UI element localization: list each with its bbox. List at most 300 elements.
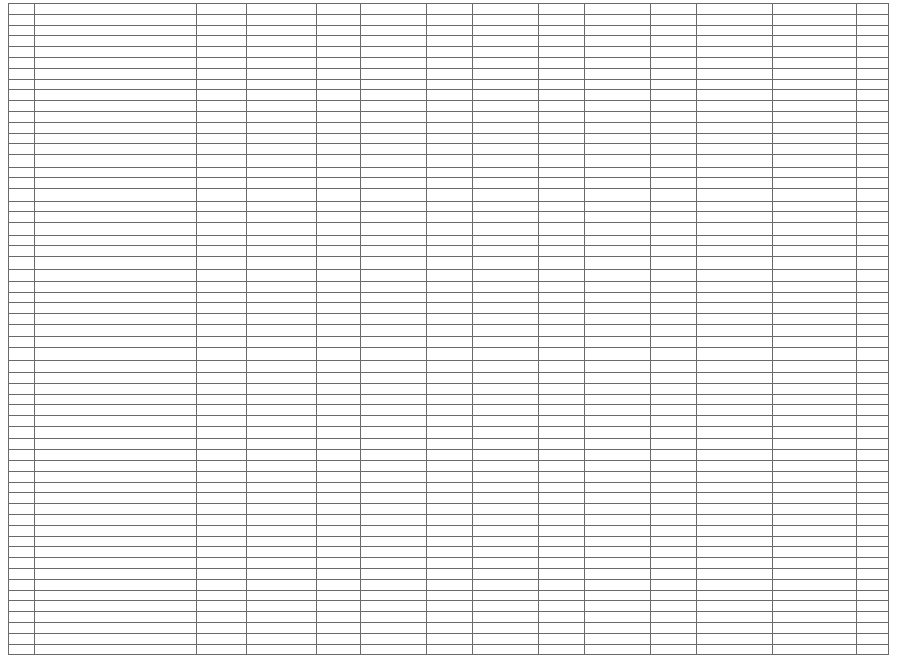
table-cell: [197, 337, 247, 348]
table-cell: [857, 360, 889, 372]
table-cell: [317, 144, 361, 155]
table-cell: [539, 79, 585, 90]
table-cell: [247, 515, 317, 526]
table-cell: [427, 601, 473, 612]
table-cell: [317, 568, 361, 579]
table-cell: [427, 590, 473, 601]
table-cell: [651, 269, 697, 281]
table-cell: [473, 394, 539, 405]
table-cell: [773, 525, 857, 536]
table-cell: [539, 101, 585, 112]
table-cell: [539, 383, 585, 394]
table-row: [9, 450, 889, 461]
table-row: [9, 427, 889, 439]
table-cell: [857, 590, 889, 601]
table-cell: [247, 504, 317, 515]
table-cell: [651, 439, 697, 450]
table-cell: [35, 325, 197, 337]
table-cell: [9, 525, 35, 536]
table-cell: [473, 568, 539, 579]
table-cell: [35, 212, 197, 223]
table-cell: [651, 235, 697, 246]
table-cell: [35, 439, 197, 450]
table-cell: [317, 281, 361, 292]
table-cell: [197, 525, 247, 536]
table-cell: [361, 525, 427, 536]
table-cell: [317, 212, 361, 223]
table-cell: [773, 246, 857, 257]
table-cell: [651, 633, 697, 644]
table-cell: [197, 303, 247, 314]
table-cell: [35, 36, 197, 47]
table-cell: [361, 201, 427, 212]
table-cell: [773, 644, 857, 655]
table-cell: [361, 612, 427, 623]
table-cell: [473, 144, 539, 155]
table-cell: [35, 373, 197, 384]
table-cell: [539, 68, 585, 79]
table-cell: [247, 525, 317, 536]
table-cell: [539, 314, 585, 325]
table-cell: [317, 525, 361, 536]
table-cell: [857, 201, 889, 212]
table-cell: [697, 394, 773, 405]
table-cell: [427, 36, 473, 47]
table-cell: [361, 155, 427, 167]
table-cell: [651, 133, 697, 144]
table-cell: [35, 189, 197, 201]
table-row: [9, 167, 889, 178]
table-cell: [197, 144, 247, 155]
table-cell: [427, 155, 473, 167]
table-cell: [651, 281, 697, 292]
table-cell: [35, 25, 197, 36]
table-cell: [857, 212, 889, 223]
table-cell: [427, 269, 473, 281]
table-cell: [651, 25, 697, 36]
table-cell: [317, 461, 361, 472]
table-cell: [585, 337, 651, 348]
table-cell: [427, 314, 473, 325]
table-cell: [585, 394, 651, 405]
table-cell: [427, 622, 473, 633]
table-row: [9, 68, 889, 79]
table-cell: [197, 482, 247, 493]
table-cell: [247, 337, 317, 348]
table-cell: [697, 471, 773, 482]
table-cell: [247, 155, 317, 167]
table-cell: [857, 57, 889, 68]
table-cell: [247, 383, 317, 394]
table-cell: [539, 235, 585, 246]
table-cell: [427, 644, 473, 655]
table-cell: [473, 493, 539, 504]
table-cell: [651, 416, 697, 427]
table-cell: [539, 461, 585, 472]
table-cell: [247, 314, 317, 325]
table-cell: [697, 373, 773, 384]
table-cell: [247, 325, 317, 337]
table-cell: [539, 439, 585, 450]
table-cell: [247, 47, 317, 58]
table-cell: [473, 212, 539, 223]
table-cell: [35, 303, 197, 314]
table-cell: [317, 269, 361, 281]
table-cell: [473, 314, 539, 325]
table-cell: [361, 471, 427, 482]
table-row: [9, 47, 889, 58]
table-cell: [773, 133, 857, 144]
table-cell: [361, 167, 427, 178]
table-cell: [247, 493, 317, 504]
table-cell: [35, 4, 197, 15]
table-cell: [857, 122, 889, 133]
table-cell: [361, 579, 427, 590]
table-cell: [857, 482, 889, 493]
table-row: [9, 579, 889, 590]
table-cell: [197, 167, 247, 178]
table-cell: [651, 90, 697, 101]
table-cell: [35, 461, 197, 472]
table-cell: [197, 201, 247, 212]
table-cell: [773, 257, 857, 269]
table-cell: [773, 235, 857, 246]
table-cell: [361, 405, 427, 416]
table-cell: [857, 36, 889, 47]
table-cell: [585, 57, 651, 68]
table-cell: [651, 36, 697, 47]
table-cell: [857, 536, 889, 547]
table-cell: [197, 292, 247, 303]
table-cell: [585, 633, 651, 644]
table-cell: [697, 133, 773, 144]
table-cell: [651, 122, 697, 133]
table-cell: [651, 590, 697, 601]
table-row: [9, 4, 889, 15]
table-cell: [197, 47, 247, 58]
table-cell: [473, 348, 539, 360]
table-cell: [585, 536, 651, 547]
table-cell: [427, 4, 473, 15]
table-cell: [197, 111, 247, 122]
table-cell: [697, 57, 773, 68]
table-cell: [773, 471, 857, 482]
table-cell: [427, 47, 473, 58]
table-cell: [857, 178, 889, 189]
table-cell: [857, 558, 889, 569]
table-cell: [317, 348, 361, 360]
table-cell: [247, 450, 317, 461]
table-cell: [773, 439, 857, 450]
table-cell: [697, 515, 773, 526]
table-cell: [427, 427, 473, 439]
table-cell: [773, 373, 857, 384]
table-cell: [197, 155, 247, 167]
table-cell: [585, 4, 651, 15]
table-cell: [361, 68, 427, 79]
table-cell: [317, 178, 361, 189]
table-cell: [317, 427, 361, 439]
table-cell: [857, 348, 889, 360]
table-cell: [773, 189, 857, 201]
table-cell: [247, 482, 317, 493]
table-cell: [697, 269, 773, 281]
table-row: [9, 416, 889, 427]
table-cell: [857, 325, 889, 337]
table-cell: [317, 189, 361, 201]
table-row: [9, 122, 889, 133]
table-cell: [317, 90, 361, 101]
table-cell: [473, 223, 539, 235]
table-cell: [197, 515, 247, 526]
table-cell: [539, 269, 585, 281]
table-cell: [247, 122, 317, 133]
table-cell: [585, 246, 651, 257]
table-cell: [773, 57, 857, 68]
table-row: [9, 590, 889, 601]
table-cell: [539, 525, 585, 536]
table-cell: [361, 450, 427, 461]
table-cell: [697, 303, 773, 314]
table-cell: [857, 257, 889, 269]
table-cell: [361, 633, 427, 644]
table-cell: [473, 178, 539, 189]
table-cell: [473, 133, 539, 144]
table-cell: [9, 223, 35, 235]
table-cell: [427, 612, 473, 623]
table-cell: [651, 579, 697, 590]
table-cell: [651, 47, 697, 58]
table-row: [9, 547, 889, 558]
table-cell: [773, 178, 857, 189]
table-cell: [9, 622, 35, 633]
table-cell: [773, 547, 857, 558]
table-cell: [361, 144, 427, 155]
table-row: [9, 133, 889, 144]
table-cell: [473, 303, 539, 314]
table-cell: [773, 450, 857, 461]
table-cell: [197, 439, 247, 450]
table-cell: [857, 601, 889, 612]
table-cell: [857, 25, 889, 36]
table-cell: [427, 515, 473, 526]
table-cell: [317, 558, 361, 569]
table-cell: [9, 471, 35, 482]
table-cell: [317, 439, 361, 450]
table-cell: [539, 4, 585, 15]
table-cell: [361, 590, 427, 601]
table-cell: [427, 383, 473, 394]
table-cell: [773, 633, 857, 644]
table-cell: [361, 394, 427, 405]
table-cell: [9, 257, 35, 269]
table-cell: [197, 212, 247, 223]
table-cell: [773, 68, 857, 79]
table-cell: [857, 303, 889, 314]
table-cell: [773, 79, 857, 90]
table-cell: [539, 590, 585, 601]
table-cell: [9, 493, 35, 504]
table-cell: [473, 405, 539, 416]
table-cell: [361, 101, 427, 112]
table-cell: [427, 482, 473, 493]
table-cell: [585, 223, 651, 235]
table-cell: [539, 246, 585, 257]
table-cell: [473, 525, 539, 536]
table-cell: [539, 292, 585, 303]
table-row: [9, 461, 889, 472]
table-cell: [9, 155, 35, 167]
table-cell: [317, 79, 361, 90]
table-cell: [539, 348, 585, 360]
table-cell: [773, 47, 857, 58]
table-cell: [197, 536, 247, 547]
table-cell: [9, 504, 35, 515]
table-cell: [317, 360, 361, 372]
table-cell: [197, 235, 247, 246]
table-cell: [539, 178, 585, 189]
table-cell: [773, 504, 857, 515]
table-cell: [35, 622, 197, 633]
table-cell: [473, 14, 539, 25]
table-cell: [697, 504, 773, 515]
table-cell: [427, 57, 473, 68]
table-cell: [317, 633, 361, 644]
table-cell: [197, 101, 247, 112]
table-cell: [585, 101, 651, 112]
table-cell: [427, 416, 473, 427]
table-cell: [35, 471, 197, 482]
table-cell: [473, 337, 539, 348]
table-cell: [539, 144, 585, 155]
table-cell: [473, 79, 539, 90]
table-cell: [585, 568, 651, 579]
table-cell: [697, 558, 773, 569]
table-cell: [197, 269, 247, 281]
table-cell: [361, 547, 427, 558]
table-cell: [857, 515, 889, 526]
table-row: [9, 633, 889, 644]
table-cell: [317, 4, 361, 15]
table-cell: [35, 416, 197, 427]
table-cell: [473, 579, 539, 590]
table-cell: [197, 644, 247, 655]
table-cell: [9, 360, 35, 372]
table-cell: [9, 101, 35, 112]
table-cell: [427, 133, 473, 144]
table-cell: [427, 25, 473, 36]
table-cell: [473, 373, 539, 384]
table-cell: [9, 246, 35, 257]
table-cell: [857, 493, 889, 504]
table-row: [9, 568, 889, 579]
table-cell: [9, 90, 35, 101]
table-cell: [651, 201, 697, 212]
table-cell: [247, 212, 317, 223]
table-cell: [247, 405, 317, 416]
table-cell: [539, 394, 585, 405]
table-cell: [197, 493, 247, 504]
table-cell: [317, 57, 361, 68]
table-cell: [473, 25, 539, 36]
table-cell: [585, 212, 651, 223]
table-cell: [539, 416, 585, 427]
table-cell: [697, 101, 773, 112]
table-cell: [857, 144, 889, 155]
table-cell: [697, 281, 773, 292]
table-cell: [539, 257, 585, 269]
table-row: [9, 257, 889, 269]
table-cell: [361, 373, 427, 384]
table-cell: [317, 394, 361, 405]
table-cell: [473, 4, 539, 15]
table-cell: [697, 427, 773, 439]
table-cell: [585, 111, 651, 122]
table-cell: [539, 482, 585, 493]
table-cell: [773, 590, 857, 601]
table-cell: [317, 612, 361, 623]
table-cell: [427, 257, 473, 269]
table-cell: [697, 144, 773, 155]
table-cell: [585, 90, 651, 101]
table-cell: [197, 246, 247, 257]
table-cell: [247, 101, 317, 112]
table-cell: [197, 547, 247, 558]
table-cell: [857, 461, 889, 472]
table-row: [9, 90, 889, 101]
table-cell: [317, 450, 361, 461]
table-cell: [35, 57, 197, 68]
table-cell: [35, 133, 197, 144]
table-cell: [773, 601, 857, 612]
table-cell: [317, 14, 361, 25]
table-cell: [857, 373, 889, 384]
table-cell: [247, 235, 317, 246]
table-cell: [35, 101, 197, 112]
table-cell: [9, 590, 35, 601]
table-row: [9, 144, 889, 155]
table-row: [9, 325, 889, 337]
table-cell: [585, 579, 651, 590]
table-row: [9, 25, 889, 36]
table-cell: [35, 590, 197, 601]
table-cell: [585, 427, 651, 439]
table-cell: [585, 269, 651, 281]
table-cell: [585, 644, 651, 655]
table-cell: [427, 167, 473, 178]
table-cell: [35, 201, 197, 212]
table-cell: [651, 515, 697, 526]
table-cell: [697, 178, 773, 189]
table-cell: [585, 167, 651, 178]
table-row: [9, 394, 889, 405]
table-cell: [585, 281, 651, 292]
table-cell: [9, 178, 35, 189]
table-cell: [317, 314, 361, 325]
table-cell: [585, 189, 651, 201]
table-cell: [427, 450, 473, 461]
table-cell: [773, 36, 857, 47]
table-cell: [539, 122, 585, 133]
table-cell: [427, 493, 473, 504]
table-cell: [361, 133, 427, 144]
table-row: [9, 235, 889, 246]
table-cell: [773, 461, 857, 472]
table-cell: [773, 360, 857, 372]
table-cell: [361, 325, 427, 337]
table-cell: [361, 601, 427, 612]
table-cell: [361, 36, 427, 47]
